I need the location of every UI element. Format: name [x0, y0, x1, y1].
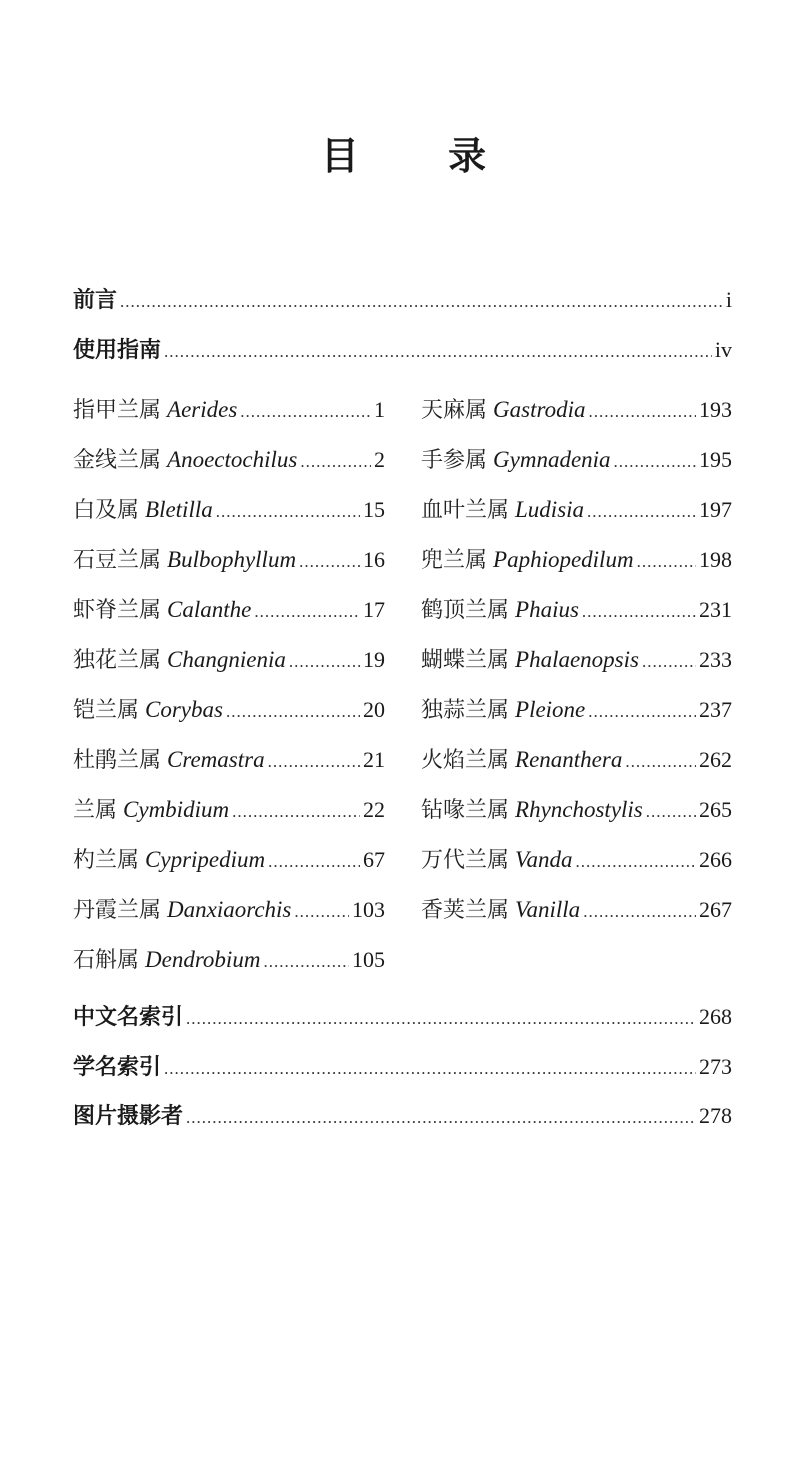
- dot-leader: [587, 497, 696, 527]
- toc-entry-genus[interactable]: [421, 595, 732, 625]
- entry-chinese-name: 金线兰属: [73, 448, 162, 473]
- entry-chinese-name: 杜鹃兰属: [73, 748, 162, 773]
- entry-chinese-name: 血叶兰属: [421, 498, 510, 523]
- dot-leader: [268, 847, 360, 877]
- entry-chinese-name: 独花兰属: [73, 648, 162, 673]
- entry-chinese-name: 蝴蝶兰属: [421, 648, 510, 673]
- entry-latin-name: Pleione: [515, 697, 586, 722]
- page-title: 目 录: [320, 134, 525, 178]
- page-number: 22: [363, 797, 385, 822]
- dot-leader: [240, 397, 371, 427]
- entry-chinese-name: 钻喙兰属: [421, 798, 510, 823]
- page-number: 195: [699, 447, 732, 472]
- entry-latin-name: Corybas: [145, 697, 223, 722]
- page-number: 16: [363, 547, 385, 572]
- page-number: iv: [714, 337, 732, 362]
- entry-chinese-name: 手参属: [421, 448, 488, 473]
- page-number: 193: [699, 397, 732, 422]
- page-number: 233: [699, 647, 732, 672]
- page-number: 237: [699, 697, 732, 722]
- toc-entry-genus[interactable]: [73, 445, 385, 475]
- dot-leader: [576, 847, 696, 877]
- page-number: 15: [363, 497, 385, 522]
- dot-leader: [120, 287, 723, 317]
- dot-leader: [637, 547, 696, 577]
- dot-leader: [646, 797, 696, 827]
- entry-chinese-name: 白及属: [73, 498, 140, 523]
- entry-title: 前言: [73, 288, 118, 313]
- entry-latin-name: Changnienia: [167, 647, 286, 672]
- toc-entry-genus[interactable]: [73, 645, 385, 675]
- toc-entry-genus[interactable]: [421, 695, 732, 725]
- entry-latin-name: Cymbidium: [123, 797, 230, 822]
- toc-entry-genus[interactable]: [421, 895, 732, 925]
- page-number: 19: [363, 647, 385, 672]
- dot-leader: [625, 747, 696, 777]
- entry-chinese-name: 铠兰属: [73, 698, 140, 723]
- entry-latin-name: Bletilla: [145, 497, 213, 522]
- page-number: 265: [699, 797, 732, 822]
- dot-leader: [588, 697, 696, 727]
- page-number: 67: [363, 847, 385, 872]
- dot-leader: [582, 597, 696, 627]
- entry-chinese-name: 天麻属: [421, 398, 488, 423]
- dot-leader: [614, 447, 696, 477]
- toc-entry-genus[interactable]: [73, 695, 385, 725]
- page-number: 20: [363, 697, 385, 722]
- toc-entry-genus[interactable]: [73, 845, 385, 875]
- toc-entry-genus[interactable]: [73, 895, 385, 925]
- entry-latin-name: Anoectochilus: [167, 447, 298, 472]
- page-number: 198: [699, 547, 732, 572]
- page-number: 17: [363, 597, 385, 622]
- page-number: 197: [699, 497, 732, 522]
- entry-latin-name: Aerides: [167, 397, 238, 422]
- dot-leader: [186, 1004, 696, 1034]
- toc-entry-genus[interactable]: [421, 545, 732, 575]
- dot-leader: [642, 647, 696, 677]
- dot-leader: [164, 337, 712, 367]
- entry-chinese-name: 石豆兰属: [73, 548, 162, 573]
- page-number: 103: [352, 897, 385, 922]
- page-number: 105: [352, 947, 385, 972]
- entry-latin-name: Phalaenopsis: [515, 647, 639, 672]
- entry-latin-name: Gymnadenia: [493, 447, 611, 472]
- entry-title: 使用指南: [73, 338, 162, 363]
- dot-leader: [254, 597, 360, 627]
- entry-latin-name: Cypripedium: [145, 847, 266, 872]
- toc-entry-genus[interactable]: [73, 745, 385, 775]
- toc-entry-preface[interactable]: [73, 285, 732, 315]
- page-number: i: [725, 287, 732, 312]
- toc-entry-scientific-index[interactable]: [73, 1052, 732, 1082]
- entry-chinese-name: 独蒜兰属: [421, 698, 510, 723]
- page-number: 262: [699, 747, 732, 772]
- toc-entry-genus[interactable]: [421, 845, 732, 875]
- entry-latin-name: Calanthe: [167, 597, 252, 622]
- entry-latin-name: Bulbophyllum: [167, 547, 297, 572]
- entry-chinese-name: 指甲兰属: [73, 398, 162, 423]
- entry-latin-name: Rhynchostylis: [515, 797, 643, 822]
- dot-leader: [588, 397, 696, 427]
- entry-latin-name: Dendrobium: [145, 947, 261, 972]
- toc-entry-genus[interactable]: [73, 945, 385, 975]
- toc-entry-genus[interactable]: [73, 495, 385, 525]
- entry-chinese-name: 石斛属: [73, 948, 140, 973]
- dot-leader: [289, 647, 360, 677]
- dot-leader: [263, 947, 349, 977]
- page-number: 273: [699, 1054, 732, 1079]
- entry-chinese-name: 兜兰属: [421, 548, 488, 573]
- toc-entry-guide[interactable]: [73, 335, 732, 365]
- page-number: 267: [699, 897, 732, 922]
- entry-latin-name: Vanda: [515, 847, 573, 872]
- entry-chinese-name: 火焰兰属: [421, 748, 510, 773]
- page-number: 2: [374, 447, 385, 472]
- dot-leader: [186, 1103, 696, 1133]
- entry-chinese-name: 香荚兰属: [421, 898, 510, 923]
- entry-chinese-name: 杓兰属: [73, 848, 140, 873]
- entry-chinese-name: 鹤顶兰属: [421, 598, 510, 623]
- entry-chinese-name: 兰属: [73, 798, 118, 823]
- dot-leader: [216, 497, 360, 527]
- entry-title: 学名索引: [73, 1055, 162, 1080]
- entry-title: 中文名索引: [73, 1005, 184, 1030]
- dot-leader: [232, 797, 360, 827]
- page-number: 266: [699, 847, 732, 872]
- entry-latin-name: Phaius: [515, 597, 579, 622]
- dot-leader: [164, 1054, 696, 1084]
- entry-latin-name: Gastrodia: [493, 397, 586, 422]
- toc-entry-genus[interactable]: [421, 795, 732, 825]
- toc-entry-genus[interactable]: [73, 595, 385, 625]
- page-number: 21: [363, 747, 385, 772]
- toc-entry-genus[interactable]: [421, 645, 732, 675]
- toc-entry-genus[interactable]: [421, 395, 732, 425]
- toc-entry-genus[interactable]: [421, 495, 732, 525]
- toc-entry-genus[interactable]: [421, 745, 732, 775]
- entry-latin-name: Vanilla: [515, 897, 581, 922]
- page-number: 1: [374, 397, 385, 422]
- toc-entry-genus[interactable]: [421, 445, 732, 475]
- dot-leader: [300, 447, 371, 477]
- toc-entry-genus[interactable]: [73, 795, 385, 825]
- toc-entry-chinese-index[interactable]: [73, 1002, 732, 1032]
- toc-entry-photographers[interactable]: [73, 1101, 732, 1131]
- entry-chinese-name: 万代兰属: [421, 848, 510, 873]
- toc-entry-genus[interactable]: [73, 395, 385, 425]
- entry-latin-name: Paphiopedilum: [493, 547, 634, 572]
- page-number: 231: [699, 597, 732, 622]
- entry-latin-name: Ludisia: [515, 497, 585, 522]
- dot-leader: [226, 697, 360, 727]
- dot-leader: [583, 897, 696, 927]
- entry-latin-name: Danxiaorchis: [167, 897, 292, 922]
- dot-leader: [299, 547, 360, 577]
- entry-title: 图片摄影者: [73, 1104, 184, 1129]
- dot-leader: [294, 897, 349, 927]
- toc-entry-genus[interactable]: [73, 545, 385, 575]
- entry-latin-name: Cremastra: [167, 747, 265, 772]
- entry-latin-name: Renanthera: [515, 747, 623, 772]
- dot-leader: [268, 747, 360, 777]
- entry-chinese-name: 虾脊兰属: [73, 598, 162, 623]
- entry-chinese-name: 丹霞兰属: [73, 898, 162, 923]
- page-number: 278: [699, 1103, 732, 1128]
- page-number: 268: [699, 1004, 732, 1029]
